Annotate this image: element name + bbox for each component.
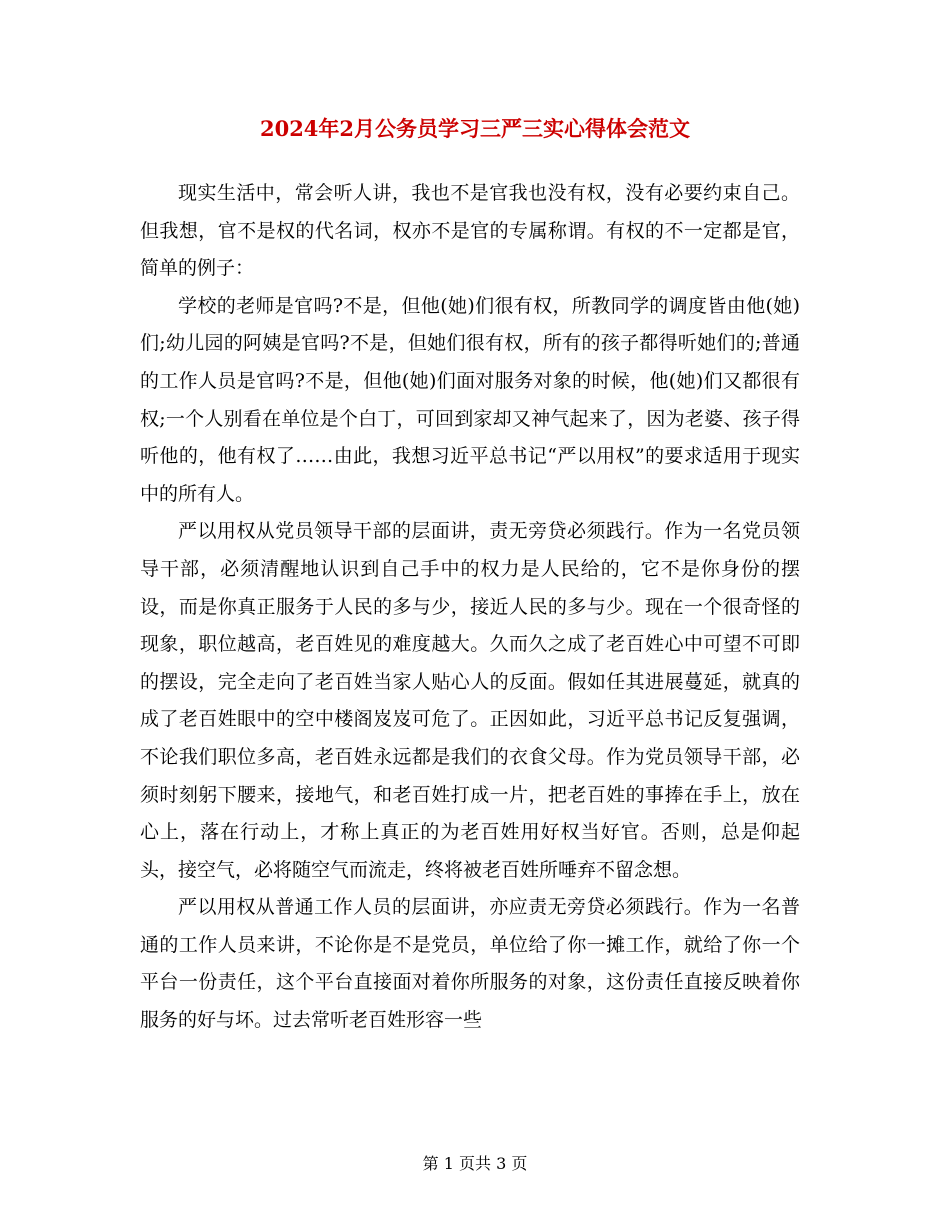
paragraph: 现实生活中，常会听人讲，我也不是官我也没有权，没有必要约束自己。但我想，官不是权的代名词，权亦不是官的专属称谓。有权的不一定都是官，简单的例子： bbox=[140, 182, 800, 280]
document-body bbox=[140, 175, 800, 1040]
paragraph: 严以用权从党员领导干部的层面讲，责无旁贷必须践行。作为一名党员领导干部，必须清醒地认识到自己手中的权力是人民给的，它不是你身份的摆设，而是你真正服务于人民的多与少，接近人民的多与少。现在一个很奇怪的现象，职位越高，老百姓见的难度越大。久而久之成了老百姓心中可望不可即的摆设，完全走向了老百姓当家人贴心人的反面。假如任其进展蔓延，就真的成了老百姓眼中的空中楼阁岌岌可危了。正因如此，习近平总书记反复强调，不论我们职位多高，老百姓永远都是我们的衣食父母。作为党员领导干部，必须时刻躬下腰来，接地气，和老百姓打成一片，把老百姓的事捧在手上，放在心上，落在行动上，才称上真正的为老百姓用好权当好官。否则，总是仰起头，接空气，必将随空气而流走，终将被老百姓所唾弃不留念想。 bbox=[140, 520, 800, 881]
page-footer bbox=[0, 1153, 950, 1175]
paragraph: 严以用权从普通工作人员的层面讲，亦应责无旁贷必须践行。作为一名普通的工作人员来讲，不论你是不是党员，单位给了你一摊工作，就给了你一个平台一份责任，这个平台直接面对着你所服务的对象，这份责任直接反映着你服务的好与坏。过去常听老百姓形容一些 bbox=[140, 896, 800, 1032]
page-number: 第 1 页共 3 页 bbox=[422, 1154, 528, 1173]
paragraph: 学校的老师是官吗?不是，但他(她)们很有权，所教同学的调度皆由他(她)们;幼儿园的阿姨是官吗?不是，但她们很有权，所有的孩子都得听她们的;普通的工作人员是官吗?不是，但他(她)们面对服务对象的时候，他(她)们又都很有权;一个人别看在单位是个白丁，可回到家却又神气起来了，因为老婆、孩子得听他的，他有权了……由此，我想习近平总书记“严以用权”的要求适用于现实中的所有人。 bbox=[140, 294, 800, 505]
document-title: 2024年2月公务员学习三严三实心得体会范文 bbox=[259, 116, 691, 141]
